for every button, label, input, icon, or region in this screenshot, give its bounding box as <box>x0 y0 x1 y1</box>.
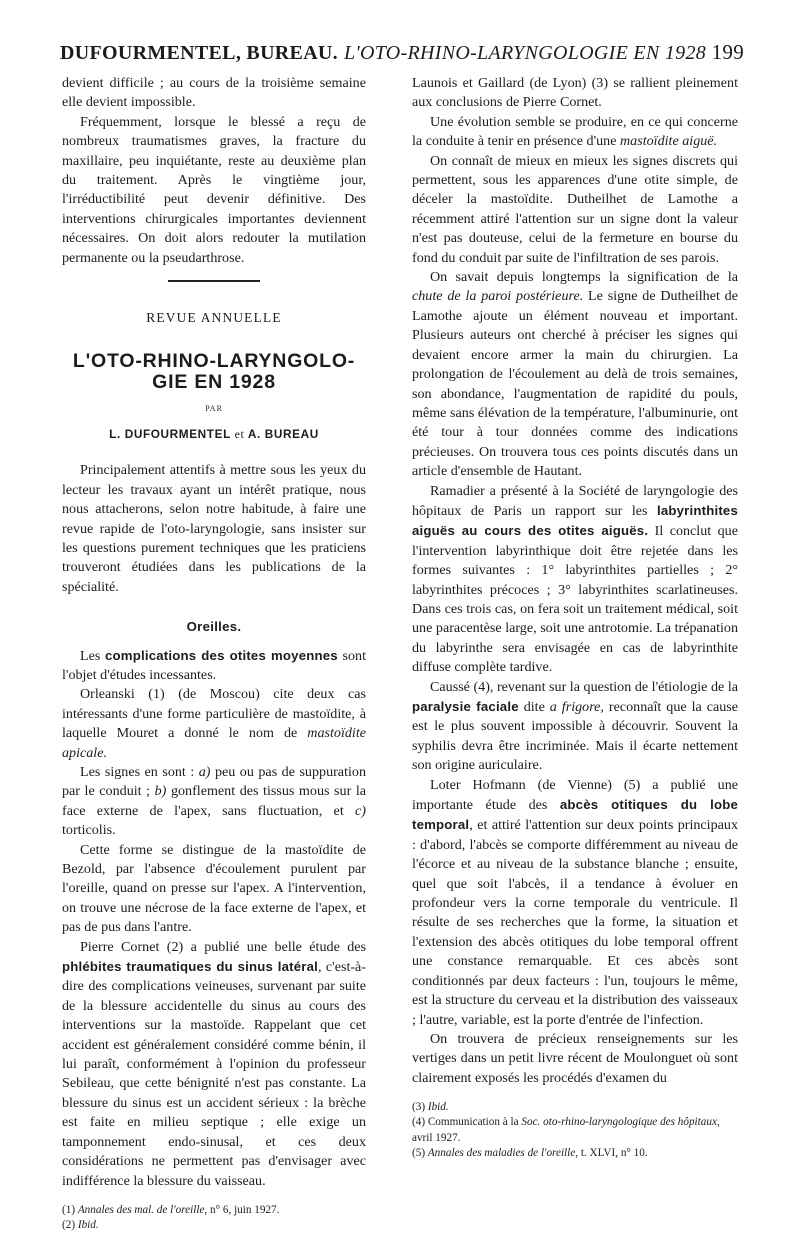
intro-paragraph: Principalement attentifs à mettre sous les yeux du lecteur les travaux ayant un intérêt pratique, nous nous attacherons, selon notre habitude, à faire une revue rapide de l'oto-laryngologie, sans insister sur les questions purement techniques que les praticiens trouveront étudiées dans les publications de la spécialité. <box>62 462 366 595</box>
byline-conjunction: et <box>234 426 245 441</box>
footnote: (3) Ibid. <box>412 1101 449 1114</box>
paragraph: Loter Hofmann (de Vienne) (5) a publié une importante étude des abcès otitiques du lobe temporal, et attiré l'attention sur deux points principaux : d'abord, l'abcès se comporte différemment au niveau de l'écorce et au niveau de la substance blanche ; ensuite, quel que soit l'abcès, il a tendance à évoluer en profondeur vers la corne temporale du ventricule. Il résulte de ses recherches que la forme, la situation et l'extension des abcès otitiques du lobe temporal offrent une constance remarquable. Et ces abcès sont conditionnés par deux facteurs : l'un, toujours le même, est la structure du cerveau et la distribution des vaisseaux ; l'autre, variable, est la porte d'entrée de l'infection. <box>412 776 738 1028</box>
paragraph: On savait depuis longtemps la signification de la chute de la paroi postérieure. Le signe de Dutheilhet de Lamothe ajoute un élément nouveau et important. Plusieurs auteurs ont cherché à préciser les signes qui devaient encore armer la main du chirurgien. La prolongation de l'écoulement au delà de trois semaines, son abondance, l'augmentation de rapidité du pouls, même sans élévation de la température, l'albuminurie, ont été tour à tour données comme des indications précieuses. On trouvera tous ces points discutés dans un article d'ensemble de Hautant. <box>412 269 738 480</box>
author-name: A. BUREAU <box>247 426 319 441</box>
left-column <box>62 74 366 1233</box>
author-name: L. DUFOURMENTEL <box>109 426 231 441</box>
paragraph: Ramadier a présenté à la Société de laryngologie des hôpitaux de Paris un rapport sur les labyrinthites aiguës au cours des otites aiguës. Il conclut que l'intervention labyrinthique doit être rejetée dans les formes suivantes : 1° labyrinthites partielles ; 2° labyrinthites précoces ; 3° labyrinthites scarlatineuses. Dans ces trois cas, on fera soit un traitement médical, soit une paracentèse large, soit une antrotomie. La trépanation du labyrinthe sera envisagée en cas de labyrinthite diffuse complète tardive. <box>412 482 738 676</box>
keyword: paralysie faciale <box>412 699 519 714</box>
rubric-label: REVUE ANNUELLE <box>146 310 282 326</box>
footnote: (1) Annales des mal. de l'oreille, n° 6, juin 1927. <box>62 1203 280 1216</box>
paragraph: Pierre Cornet (2) a publié une belle étude des phlébites traumatiques du sinus latéral, c'est-à-dire des complications veineuses, survenant par suite de la blessure accidentelle du sinus au cours des interventions sur la mastoïde. Rappelant que cet accident est généralement considéré comme bénin, il lui paraît, conformément à l'opinion du professeur Sebileau, que cette bénignité n'est pas constante. La blessure du sinus est un accident sérieux : la brèche est faite en milieu septique ; elle exige un tamponnement endo-sinusal, et ces deux considérations ne permettent pas d'envisager avec indifférence la blessure du vaisseau. <box>62 938 366 1189</box>
emphasis: mastoïdite apicale. <box>62 725 366 761</box>
paragraph: On connaît de mieux en mieux les signes discrets qui permettent, sous les apparences d'une otite simple, de déceler la mastoïdite. Dutheilhet de Lamothe a récemment attiré l'attention sur un signe dont la valeur n'est pas douteuse, celui de la fermeture en bourse du fond du conduit par suite de l'infiltration de ses parois. <box>412 152 738 266</box>
right-column <box>412 74 738 1161</box>
keyword: phlébites traumatiques du sinus latéral <box>62 959 318 975</box>
header-article-title: L'OTO-RHINO-LARYNGOLOGIE EN 1928 <box>343 42 707 64</box>
section-heading: Oreilles. <box>186 619 242 635</box>
paragraph: devient difficile ; au cours de la troisième semaine elle devient impossible. <box>62 75 366 111</box>
article-title <box>62 351 366 393</box>
footnotes <box>412 1100 738 1161</box>
paragraph: Les complications des otites moyennes sont l'objet d'études incessantes. <box>62 647 366 683</box>
by-label: PAR <box>205 404 223 414</box>
running-header-title <box>60 42 706 65</box>
paragraph: Les signes en sont : a) peu ou pas de suppuration par le conduit ; b) gonflement des tissus mous sur la face externe de l'apex, sans fluctuation, et c) torticolis. <box>62 763 367 839</box>
footnote: (2) Ibid. <box>62 1219 99 1232</box>
byline <box>62 425 366 444</box>
paragraph: On trouvera de précieux renseignements sur les vertiges dans un petit livre récent de Moulonguet où sont clairement exposés les procédés d'examen du <box>412 1030 738 1086</box>
article-title-line: L'OTO-RHINO-LARYNGOLO- <box>72 350 356 373</box>
paragraph: Fréquemment, lorsque le blessé a reçu de nombreux traumatismes graves, la fracture du maxillaire, peu inquiétante, reste au deuxième plan du traitement. Après le vingtième jour, l'irréductibilité peut devenir définitive. Des interventions chirurgicales importantes deviennent nécessaires. On doit alors redouter la mutilation permanente ou la pseudarthrose. <box>62 113 366 266</box>
header-authors: DUFOURMENTEL, BUREAU. <box>60 42 338 64</box>
footnotes <box>62 1203 366 1233</box>
paragraph: Launois et Gaillard (de Lyon) (3) se rallient pleinement aux conclusions de Pierre Cornet. <box>412 75 738 111</box>
keyword: abcès otitiques du lobe temporal <box>412 797 738 833</box>
section-divider <box>168 280 260 282</box>
running-header <box>60 40 744 65</box>
footnote: (4) Communication à la Soc. oto-rhino-laryngologique des hôpitaux, avril 1927. <box>412 1116 720 1144</box>
paragraph: Cette forme se distingue de la mastoïdite de Bezold, par l'absence d'écoulement purulent par l'oreille, quand on presse sur l'apex. A l'intervention, on trouve une nécrose de la face externe de l'apex, et pas de pus dans l'antre. <box>62 841 366 936</box>
emphasis: chute de la paroi postérieure. <box>412 288 584 305</box>
keyword: labyrinthites aiguës au cours des otites aiguës. <box>412 502 738 539</box>
footnote: (5) Annales des maladies de l'oreille, t. XLVI, n° 10. <box>412 1146 648 1159</box>
paragraph: Caussé (4), revenant sur la question de l'étiologie de la paralysie faciale dite a frigore, reconnaît que la cause est le plus souvent impossible à découvrir. Souvent la syphilis devra être incriminée. Mais il écarte nettement son origine auriculaire. <box>412 678 739 774</box>
keyword: complications des otites moyennes <box>105 647 338 663</box>
paragraph: Une évolution semble se produire, en ce qui concerne la conduite à tenir en présence d'une mastoïdite aiguë. <box>412 113 738 150</box>
emphasis: mastoïdite aiguë. <box>619 133 718 150</box>
article-title-line: GIE EN 1928 <box>152 371 276 394</box>
page-number: 199 <box>711 40 744 64</box>
paragraph: Orleanski (1) (de Moscou) cite deux cas intéressants d'une forme particulière de mastoïdite, à laquelle Mouret a donné le nom de mastoïdite apicale. <box>62 686 366 761</box>
